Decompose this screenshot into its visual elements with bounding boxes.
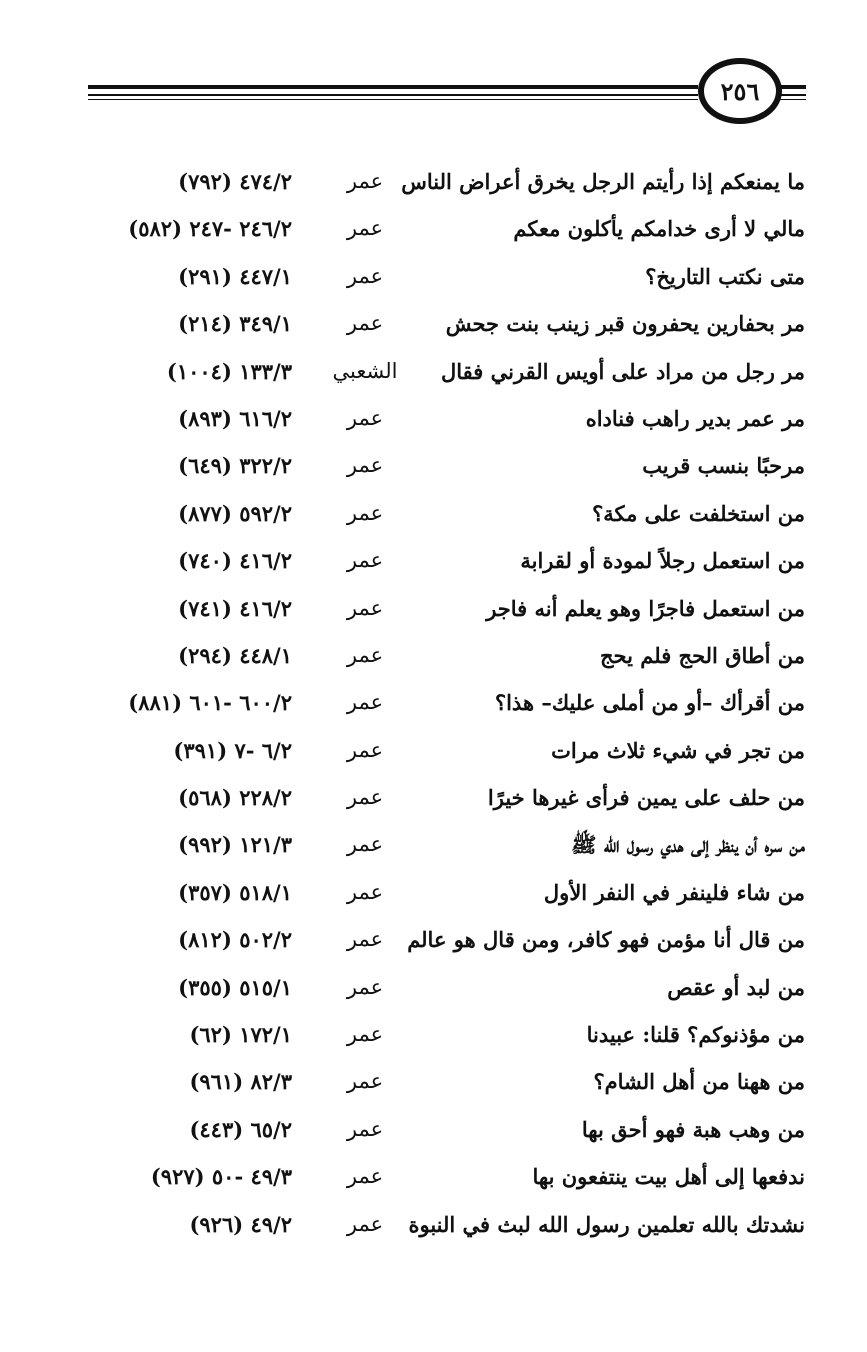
entry-narrator: عمر [346, 832, 384, 857]
entry-text: من أقرأك –أو من أملى عليك– هذا؟ [494, 690, 805, 716]
entry-reference: ٣٤٩/١ (٢١٤) [178, 311, 292, 337]
entry-narrator: عمر [346, 500, 384, 525]
entry-reference: ١٧٢/١ (٦٢) [189, 1022, 292, 1048]
entry-narrator: عمر [346, 453, 384, 478]
entry-narrator: عمر [346, 311, 384, 336]
index-entry [0, 490, 867, 537]
entry-narrator: عمر [346, 1116, 384, 1141]
header-rule [88, 99, 698, 100]
entry-text: من استعمل فاجرًا وهو يعلم أنه فاجر [486, 595, 805, 621]
index-entry [0, 585, 867, 632]
index-entry [0, 442, 867, 489]
page-header [88, 55, 808, 135]
page-number: ٢٥٦ [720, 76, 760, 106]
entry-reference: ٥١٥/١ (٣٥٥) [178, 974, 292, 1000]
entry-reference: ٤١٦/٢ (٧٤١) [178, 595, 292, 621]
entry-reference: ٦١٦/٢ (٨٩٣) [178, 405, 292, 431]
entry-text: من تجر في شيء ثلاث مرات [551, 737, 805, 763]
entry-text: من أطاق الحج فلم يحج [600, 642, 805, 668]
entry-reference: ٤٤٧/١ (٢٩١) [178, 263, 292, 289]
entry-narrator: عمر [346, 642, 384, 667]
entry-narrator: عمر [346, 974, 384, 999]
index-entry [0, 253, 867, 300]
entry-text: من وهب هبة فهو أحق بها [581, 1116, 805, 1142]
entry-narrator: عمر [346, 1164, 384, 1189]
entry-text: من شاء فلينفر في النفر الأول [543, 879, 805, 905]
entry-reference: ٥٠٢/٢ (٨١٢) [178, 927, 292, 953]
entry-text: من استخلفت على مكة؟ [592, 500, 805, 526]
entry-text: نشدتك بالله تعلمين رسول الله لبث في النبوة [408, 1211, 805, 1237]
index-entry [0, 727, 867, 774]
entry-text: من سره أن ينظر إلى هدي رسول الله ﷺ [571, 832, 805, 858]
entry-narrator: عمر [346, 405, 384, 430]
index-entry [0, 821, 867, 868]
index-entry [0, 395, 867, 442]
entry-reference: ١٢١/٣ (٩٩٢) [178, 832, 292, 858]
entry-reference: ٥١٨/١ (٣٥٧) [178, 879, 292, 905]
header-rule [88, 94, 698, 96]
index-entry [0, 1153, 867, 1200]
header-rule [778, 94, 806, 96]
entry-reference: ٦٠٠/٢ -٦٠١ (٨٨١) [128, 690, 292, 716]
entry-text: مالي لا أرى خدامكم يأكلون معكم [513, 216, 805, 242]
entry-reference: ٤٩/٢ (٩٢٦) [189, 1211, 292, 1237]
entry-narrator: عمر [346, 1211, 384, 1236]
entry-text: مر رجل من مراد على أويس القرني فقال [441, 358, 805, 384]
index-list [0, 158, 867, 1248]
entry-text: من مؤذنوكم؟ قلنا: عبيدنا [586, 1022, 805, 1048]
entry-narrator: عمر [346, 263, 384, 288]
index-entry [0, 537, 867, 584]
index-entry [0, 679, 867, 726]
index-entry [0, 1106, 867, 1153]
header-rule [778, 85, 806, 89]
index-entry [0, 300, 867, 347]
index-entry [0, 158, 867, 205]
entry-reference: ٤١٦/٢ (٧٤٠) [178, 548, 292, 574]
entry-text: متى نكتب التاريخ؟ [645, 263, 805, 289]
index-entry [0, 205, 867, 252]
header-rule [88, 85, 698, 89]
entry-narrator: عمر [346, 690, 384, 715]
entry-reference: ١٣٣/٣ (١٠٠٤) [166, 358, 292, 384]
index-entry [0, 774, 867, 821]
entry-text: من استعمل رجلاً لمودة أو لقرابة [520, 548, 805, 574]
page-number-oval [698, 58, 782, 124]
entry-reference: ٨٢/٣ (٩٦١) [189, 1069, 292, 1095]
entry-text: ما يمنعكم إذا رأيتم الرجل يخرق أعراض الناس [401, 169, 805, 194]
entry-narrator: عمر [346, 169, 384, 193]
entry-narrator: عمر [346, 737, 384, 762]
entry-text: مر بحفارين يحفرون قبر زينب بنت جحش [445, 311, 805, 337]
index-entry [0, 964, 867, 1011]
entry-text: من حلف على يمين فرأى غيرها خيرًا [487, 785, 805, 811]
entry-reference: ٤٧٤/٢ (٧٩٢) [178, 169, 292, 194]
entry-text: من لبد أو عقص [667, 974, 805, 1000]
entry-narrator: الشعبي [332, 358, 398, 383]
index-entry [0, 869, 867, 916]
index-entry [0, 348, 867, 395]
entry-narrator: عمر [346, 785, 384, 810]
entry-reference: ٥٩٢/٢ (٨٧٧) [178, 500, 292, 526]
index-entry [0, 1011, 867, 1058]
index-entry [0, 632, 867, 679]
entry-narrator: عمر [346, 548, 384, 573]
index-entry [0, 916, 867, 963]
entry-narrator: عمر [346, 595, 384, 620]
entry-text: مرحبًا بنسب قريب [642, 453, 805, 479]
index-entry [0, 1201, 867, 1248]
entry-narrator: عمر [346, 879, 384, 904]
entry-narrator: عمر [346, 1069, 384, 1094]
entry-reference: ٤٩/٣ -٥٠ (٩٢٧) [150, 1164, 292, 1190]
entry-narrator: عمر [346, 216, 384, 241]
entry-text: من ههنا من أهل الشام؟ [593, 1069, 805, 1095]
entry-reference: ٦٥/٢ (٤٤٣) [189, 1116, 292, 1142]
entry-text: ندفعها إلى أهل بيت ينتفعون بها [532, 1164, 805, 1190]
entry-reference: ٣٢٢/٢ (٦٤٩) [178, 453, 292, 479]
header-rule [778, 99, 806, 100]
entry-reference: ٤٤٨/١ (٢٩٤) [178, 642, 292, 668]
entry-reference: ٢٢٨/٢ (٥٦٨) [178, 785, 292, 811]
entry-reference: ٦/٢ -٧ (٣٩١) [173, 737, 292, 763]
entry-reference: ٢٤٦/٢ -٢٤٧ (٥٨٢) [128, 216, 292, 242]
entry-text: من قال أنا مؤمن فهو كافر، ومن قال هو عالم [407, 927, 805, 953]
index-entry [0, 1058, 867, 1105]
entry-narrator: عمر [346, 1022, 384, 1047]
entry-text: مر عمر بدير راهب فناداه [585, 405, 805, 431]
entry-narrator: عمر [346, 927, 384, 952]
